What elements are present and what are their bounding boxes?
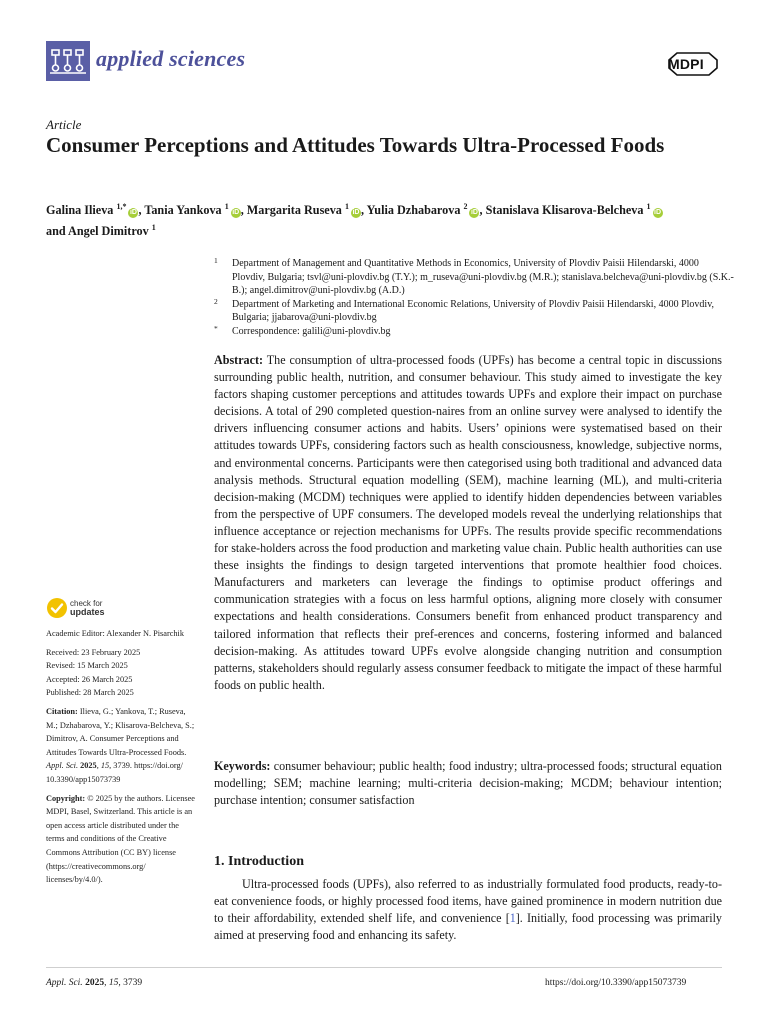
affiliation-text: Department of Management and Quantitative Methods in Economics, University of Plovdiv Paisii Hilendarski, 4000 Plovdiv, Bulgaria; tsvl@uni-plovdiv.bg (T.Y.); m_ruseva@uni-plovdiv.bg (M.R.); stanislava.belcheva@uni-plovdiv.bg (S.K.-B.); angel.dimitrov@uni-plovdiv.bg (A.D.)	[232, 258, 734, 297]
check-for-updates-line1: check for	[70, 599, 103, 608]
abstract-label: Abstract:	[214, 353, 264, 367]
footer-year: 2025	[85, 978, 105, 988]
footer-divider	[46, 967, 722, 968]
keywords-text: consumer behaviour; public health; food industry; ultra-processed foods; structural equation modelling; SEM; machine learning; multi-criteria decision-making; MCDM; behaviour intention; purchase intention; consumer satisfaction	[214, 759, 722, 808]
author-name[interactable]: Yulia Dzhabarova	[366, 203, 461, 218]
author-affil-sup: 2	[463, 202, 468, 211]
orcid-icon[interactable]: iD	[232, 209, 240, 217]
author-name[interactable]: Galina Ilieva	[46, 203, 114, 218]
author-name[interactable]: Margarita Ruseva	[246, 203, 342, 218]
authors-and: and	[46, 224, 66, 239]
footer-doi-link[interactable]: https://doi.org/10.3390/app15073739	[545, 978, 687, 988]
orcid-icon[interactable]: iD	[129, 209, 137, 217]
citation-journal: Appl. Sci.	[46, 761, 79, 771]
academic-editor: Academic Editor: Alexander N. Pisarchik	[46, 629, 185, 638]
copyright-block	[46, 792, 196, 887]
revised-date: Revised: 15 March 2025	[46, 661, 128, 671]
footer-article-number: , 3739	[118, 978, 143, 988]
intro-paragraph	[214, 876, 722, 944]
affiliations	[214, 257, 734, 339]
intro-text-cont: ]. Initially, food processing was primarily aimed at preserving food and enhancing its safety.	[214, 911, 722, 943]
affiliation-item	[214, 257, 734, 298]
orcid-icon[interactable]: iD	[654, 209, 661, 217]
intro-text: Ultra-processed foods (UPFs), also referred to as industrially formulated food products, ready-to-eat convenience foods, or highly processed food items, have gained prominence in modern nutrition due to their affordability, extended shelf life, and convenience [	[214, 877, 722, 926]
publisher-name: MDPI	[668, 56, 704, 72]
copyright-label: Copyright:	[46, 793, 86, 803]
affiliation-item	[214, 298, 734, 325]
citation-volume: 15	[100, 761, 110, 771]
affiliation-number: *	[214, 323, 218, 333]
affiliation-number: 1	[214, 256, 218, 265]
abstract	[214, 352, 722, 694]
footer-journal: Appl. Sci.	[46, 978, 83, 988]
published-date: Published: 28 March 2025	[46, 688, 134, 698]
affiliation-item	[214, 325, 734, 339]
article-title: Consumer Perceptions and Attitudes Towards Ultra-Processed Foods	[46, 133, 665, 157]
article-type: Article	[46, 117, 82, 132]
citation-text: Ilieva, G.; Yankova, T.; Ruseva, M.; Dzhabarova, Y.; Klisarova-Belcheva, S.; Dimitrov, A. Consumer Perceptions and Attitudes Towards Ultra-Processed Foods.	[46, 706, 195, 757]
orcid-icon[interactable]: iD	[470, 209, 478, 217]
affiliation-text: Correspondence: galili@uni-plovdiv.bg	[232, 325, 391, 337]
citation-doi[interactable]: , 3739. https://doi.org/ 10.3390/app15073739	[46, 761, 183, 784]
article-info-sidebar	[46, 627, 196, 892]
author-affil-sup: 1	[646, 202, 651, 211]
orcid-icon[interactable]: iD	[352, 209, 360, 217]
received-date: Received: 23 February 2025	[46, 647, 141, 657]
footer-volume: 15	[108, 978, 119, 988]
abstract-text: The consumption of ultra-processed foods (UPFs) has become a central topic in discussions surrounding public health, nutrition, and consumer behaviour. This study aimed to investigate the key factors shaping customer perceptions and attitudes towards UPFs and explore their impact on purchase decisions. A total of 290 completed question-naires from an online survey were analysed to identify the drivers influencing consumer actions and habits. Users’ opinions were systematised based on their attitudes towards UPFs, considering factors such as health consciousness, knowledge, subjective norms, and environmental concerns. Participants were then categorised using both traditional and advanced data analysis methods. Structural equation modelling (SEM), machine learning (ML), and multi-criteria decision-making (MCDM) techniques were applied to identify hidden dependencies between variables from the perspective of UPF consumers. The developed models reveal the underlying relationships that influence acceptance or rejection mechanisms for UPFs. The results provide specific recommendations for stake-holders across the food production and marketing value chain. Public health authorities can use these insights the findings to design targeted interventions that promote healthier food choices. Manufacturers and marketers can leverage the findings to optimise product offerings and communication strategies with a focus on less harmful options, aligning more closely with consumer expectations and health considerations. Consumers benefit from enhanced product transparency and tailored information that reflects their pref-erences and concerns, fostering informed and balanced decision-making. As attitudes toward UPFs evolve alongside changing nutrition and consumption patterns, stakeholders should regularly assess consumer feedback to mitigate the impact of these harmful foods on public health.	[214, 353, 723, 692]
author-list: Galina Ilieva $^{1,*}$iD , Tania Yankova $^1$iD , Margarita Ruseva $^1$iD , Yulia Dzhabarova $^2$iD , Stanislava Klisarova-Belcheva $^1$iD and Angel Dimitrov $^1$	[46, 202, 661, 239]
keywords-label: Keywords:	[214, 759, 271, 773]
section-heading: 1. Introduction	[214, 854, 304, 869]
author-affil-sup: 1,*	[116, 202, 127, 211]
author-name[interactable]: Stanislava Klisarova-Belcheva	[485, 203, 644, 218]
copyright-text: © 2025 by the authors. Licensee MDPI, Basel, Switzerland. This article is an open access article distributed under the terms and conditions of the Creative Commons Attribution (CC BY) license (https://creativecommons.org/ licenses/by/4.0/).	[46, 793, 195, 885]
author-name[interactable]: Tania Yankova	[144, 203, 222, 218]
citation-link[interactable]: 1	[509, 911, 516, 926]
author-name[interactable]: Angel Dimitrov	[68, 224, 149, 239]
affiliation-text: Department of Marketing and International Economic Relations, University of Plovdiv Paisii Hilendarski, 4000 Plovdiv, Bulgaria; jjabarova@uni-plovdiv.bg	[232, 298, 715, 324]
author-affil-sup: 1	[151, 223, 156, 233]
footer-citation: Appl. Sci. 2025, 15, 3739	[46, 978, 143, 988]
journal-logo-icon	[46, 41, 90, 81]
citation-block: Citation: Ilieva, G.; Yankova, T.; Ruseva, M.; Dzhabarova, Y.; Klisarova-Belcheva, S.; Dimitrov, A. Consumer Perceptions and Attitudes Towards Ultra-Processed Foods. Appl. Sci. 2025, 15, 3739. https://doi.org/ 10.3390/app15073739	[46, 706, 195, 784]
author-affil-sup: 1	[224, 202, 229, 211]
keywords	[214, 758, 722, 809]
check-for-updates-line2: updates	[70, 607, 105, 617]
citation-year: 2025	[80, 761, 97, 771]
author-affil-sup: 1	[344, 202, 349, 211]
accepted-date: Accepted: 26 March 2025	[46, 674, 133, 684]
check-for-updates-icon[interactable]	[46, 597, 68, 619]
citation-label: Citation:	[46, 706, 78, 716]
check-for-updates-button[interactable]	[70, 599, 105, 617]
affiliation-number: 2	[214, 296, 218, 306]
journal-name[interactable]: applied sciences	[96, 46, 246, 71]
